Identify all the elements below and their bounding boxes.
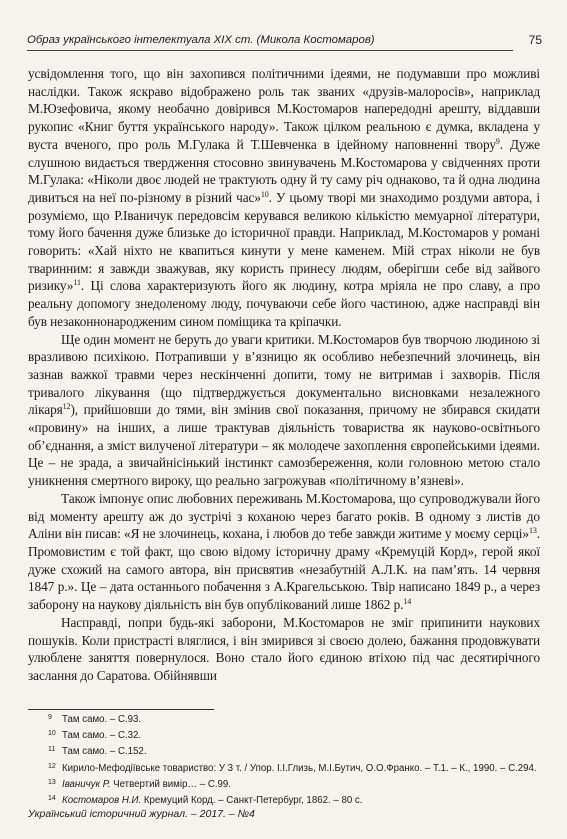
footnote-ref[interactable]: 13 — [528, 526, 537, 536]
body-paragraph — [28, 331, 540, 490]
journal-footer: Український історичний журнал. – 2017. – №4 — [28, 808, 255, 820]
footnote-ref[interactable]: 12 — [62, 402, 71, 412]
footnote-number: 13 — [48, 778, 56, 786]
footnote-item — [50, 760, 540, 776]
footnote-number: 11 — [48, 746, 56, 754]
body-paragraph — [28, 490, 540, 614]
footnote-ref[interactable]: 10 — [260, 189, 269, 199]
footnote-item — [50, 727, 540, 743]
paragraph-text: . Промовистим є той факт, що свою відому історичну драму «Кремуцій Корд», герой якої дуже схожий на самого автора, він присвятив «незабутній А.Л.К. на пам’ять. 14 червня 1847 р.». Це – дата останнього побачення з А.Крагельською. Твір написано 1849 р., а через заборону на наукову діяльність він був опублікований лише 1862 р. — [28, 526, 540, 613]
running-title: Образ українського інтелектуала ХІХ ст. (Микола Костомаров) — [27, 34, 375, 46]
footnote-author: Костомаров Н.И. — [62, 795, 142, 807]
footnote-number: 12 — [48, 762, 56, 770]
footnote-separator — [28, 709, 214, 710]
footnote-item — [50, 743, 540, 759]
body-paragraph — [28, 614, 540, 685]
footnote-item — [50, 711, 540, 727]
footnote-text: Кирило-Мефодіївське товариство: У 3 т. / Упор. І.І.Глизь, М.І.Бутич, О.О.Франко. – Т.1. – К., 1990. – С.294. — [62, 762, 537, 774]
paragraph-text: Також імпонує опис любовних переживань М.Костомарова, що супроводжували його від моменту арешту аж до зустрічі з коханою через багато років. В одному з листів до Аліни він писав: «Я не злочинець, кохана, і любов до тебе завжди житиме у моєму серці» — [28, 490, 540, 542]
page-number: 75 — [528, 33, 542, 47]
paragraph-text: ), прийшовши до тями, він змінив свої показання, причому не збирався скидати «провину» на інших, а лише трактував діяльність товариства як науково-освітнього об’єднання, а зміст вилученої літератури – як молодече захоплення європейськими ідеями. Це – не зрада, а звичайнісінький інстинкт самозбереження, коли головною метою стало уникнення смертного вироку, що реально загрожував «політичному в’язневі». — [28, 402, 540, 489]
footnote-ref[interactable]: 9 — [495, 136, 500, 146]
footnote-ref[interactable]: 11 — [73, 278, 81, 288]
footnote-text: Там само. – С.93. — [62, 714, 142, 725]
footnote-item — [50, 776, 540, 792]
running-header — [27, 26, 542, 51]
footnote-number: 9 — [48, 714, 52, 721]
paragraph-text: Насправді, попри будь-які заборони, М.Костомаров не зміг припинити наукових пошуків. Коли пристрасті вляглися, і він змирився зі своєю долею, бажання продовжувати улюблене заняття повернулося. Воно стало його єдиною втіхою під час десятирічного заслання до Саратова. Обійнявши — [28, 614, 540, 683]
footnotes — [50, 711, 540, 808]
paragraph-text: . Дуже слушною видається твердження стосовно звинувачень М.Костомарова у свідченнях проти М.Гулака: «Ніколи двоє людей не трактують одну й ту саму річ однаково, та й одна людина дивиться на неї по-різному в різний час» — [28, 136, 540, 205]
article-body — [28, 65, 540, 685]
paragraph-text: . У цьому творі ми знаходимо роздуми автора, і розуміємо, що Р.Іваничук передовсім керувався великою кількістю мемуарної літератури, тому його бачення дуже близьке до історичної правди. Наприклад, М.Костомаров у романі говорить: «Хай ніхто не квапиться кинути у мене каменем. Мій страх ніколи не був тваринним: я завжди зважував, яку користь принесу людям, оберігши себе від зайвого ризику» — [28, 189, 540, 294]
paragraph-text: усвідомлення того, що він захопився політичними ідеями, не подумавши про можливі наслідки. Також яскраво відображено роль так званих «друзів-малоросів», наприклад М.Юзефовича, якому необачно довірився М.Костомаров напередодні арешту, віддавши рукопис «Книг буття українського народу». Також цілком реальною є думка, вкладена у вуста вченого, про роль М.Гулака й Т.Шевченка в ідейному наповненні твору — [28, 66, 540, 152]
footnote-item — [50, 792, 540, 808]
footnote-author: Іваничук Р. — [62, 778, 111, 790]
footnote-text: Кремуций Корд. – Санкт-Петербург, 1862. – 80 с. — [141, 795, 363, 807]
body-paragraph — [28, 65, 540, 331]
paragraph-text: . Ці слова характеризують його як людину, котра мріяла не про славу, а про реальну допомогу знедоленому люду, почуваючи себе його частиною, адже насправді він був незаконнонародженим сином поміщика та кріпачки. — [28, 278, 540, 329]
footnote-number: 14 — [48, 795, 56, 803]
footnote-text: Четвертий вимір… – С.99. — [110, 778, 231, 790]
paragraph-text: Ще один момент не беруть до уваги критики. М.Костомаров був творчою людиною зі вразливою психікою. Потрапивши у в’язницю як особливо небезпечний злочинець, він зазнав важкої травми через нескінченні допити, тому не витримав і захворів. Після тривалого лікування (що підтверджується документально висновками незалежного лікаря — [28, 331, 540, 418]
footnote-text: Там само. – С.32. — [62, 730, 142, 742]
footnote-number: 10 — [48, 730, 56, 738]
footnote-ref[interactable]: 14 — [403, 597, 412, 607]
footnote-text: Там само. – С.152. — [62, 746, 147, 758]
